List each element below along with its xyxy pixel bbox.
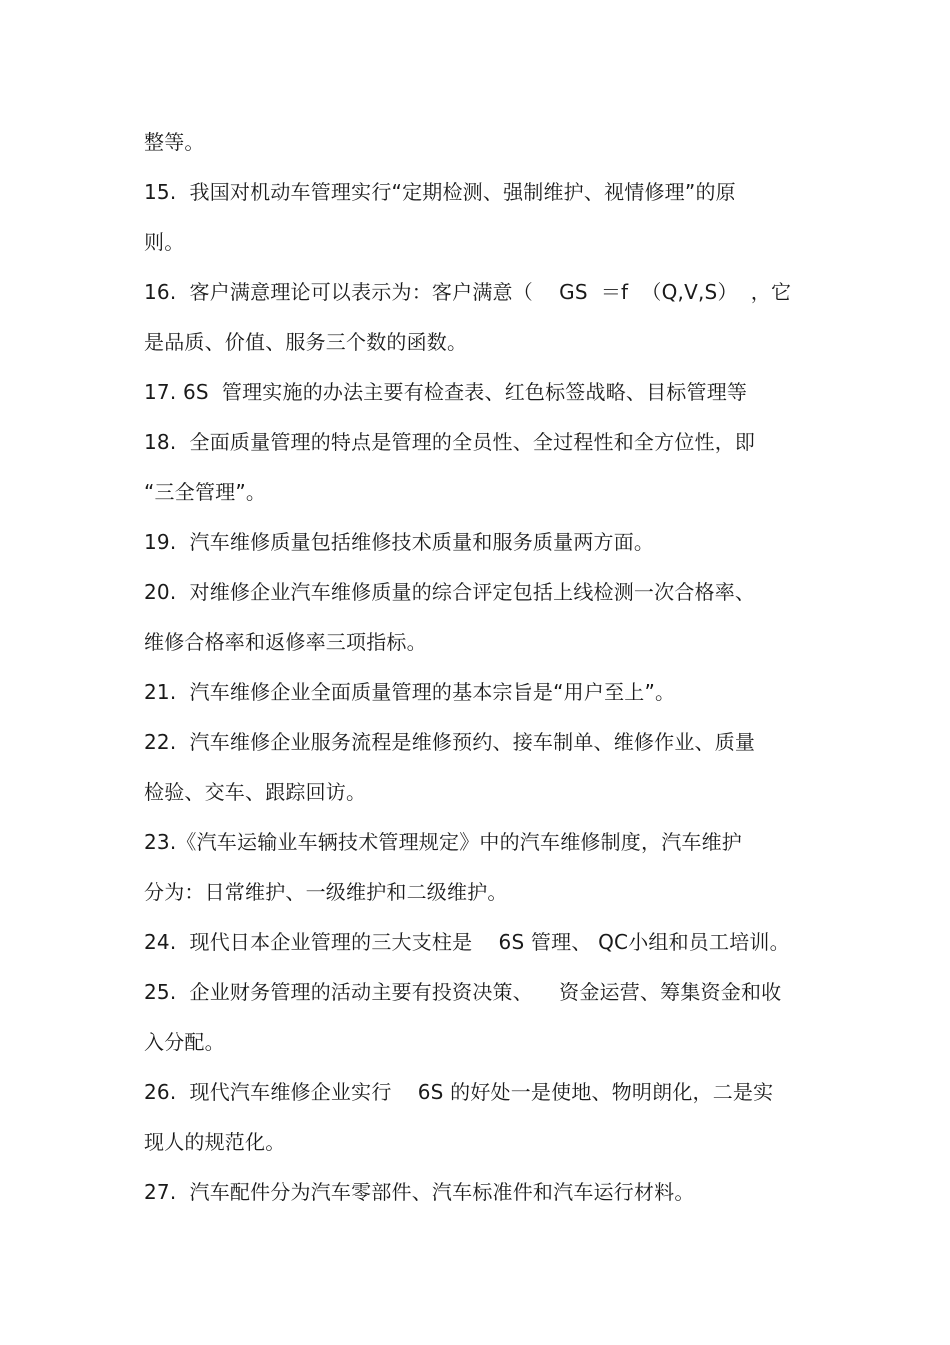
text-line: 入分配。 [144,1030,225,1054]
document-body [144,124,844,1224]
text-line: 维修合格率和返修率三项指标。 [144,630,427,654]
text-line: “三全管理”。 [144,480,267,504]
text-line: 21. 汽车维修企业全面质量管理的基本宗旨是“用户至上”。 [144,680,676,704]
text-line: 分为：日常维护、一级维护和二级维护。 [144,880,508,904]
text-line: 27. 汽车配件分为汽车零部件、汽车标准件和汽车运行材料。 [144,1180,695,1204]
text-line: 17. 6S 管理实施的办法主要有检查表、红色标签战略、目标管理等 [144,380,748,404]
text-line: 检验、交车、跟踪回访。 [144,780,367,804]
text-line: 23.《汽车运输业车辆技术管理规定》中的汽车维修制度，汽车维护 [144,830,743,854]
text-line: 20. 对维修企业汽车维修质量的综合评定包括上线检测一次合格率、 [144,580,756,604]
text-line: 15. 我国对机动车管理实行“定期检测、强制维护、视情修理”的原 [144,180,736,204]
text-line: 整等。 [144,130,205,154]
text-line: 26. 现代汽车维修企业实行 6S 的好处一是使地、物明朗化，二是实 [144,1080,774,1104]
text-line: 25. 企业财务管理的活动主要有投资决策、 资金运营、筹集资金和收 [144,980,782,1004]
text-line: 现人的规范化。 [144,1130,286,1154]
text-line: 是品质、价值、服务三个数的函数。 [144,330,468,354]
text-line: 22. 汽车维修企业服务流程是维修预约、接车制单、维修作业、质量 [144,730,756,754]
text-line: 24. 现代日本企业管理的三大支柱是 6S 管理、 QC小组和员工培训。 [144,930,790,954]
text-line: 则。 [144,230,185,254]
text-line: 19. 汽车维修质量包括维修技术质量和服务质量两方面。 [144,530,655,554]
text-line: 18. 全面质量管理的特点是管理的全员性、全过程性和全方位性，即 [144,430,756,454]
text-line: 16. 客户满意理论可以表示为：客户满意（ GS ＝f （Q,V,S） ，它 [144,280,792,304]
